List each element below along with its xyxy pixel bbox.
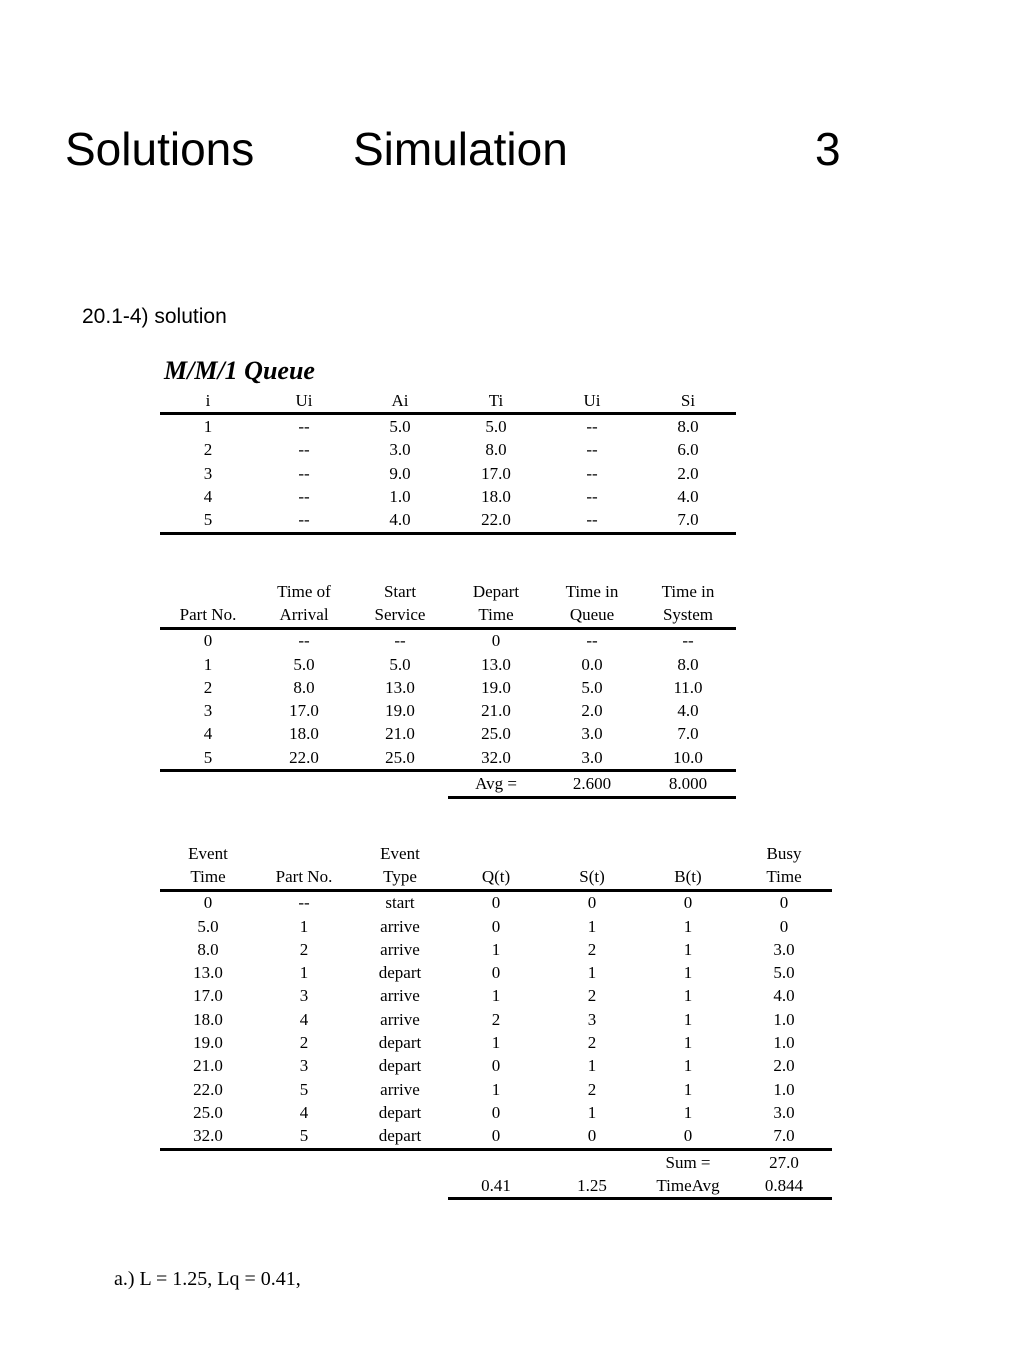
table-cell: 0 [491, 631, 501, 651]
table-cell: 7.0 [640, 508, 736, 533]
table-cell: 5.0 [581, 677, 603, 697]
table-cell: -- [394, 631, 406, 651]
table-cell: arrive [380, 986, 420, 1006]
table2-header-top-depart: Depart [472, 581, 520, 601]
table-cell: 1 [491, 1079, 501, 1099]
table-cell: 0 [491, 1056, 501, 1076]
table-cell: depart [378, 1102, 422, 1122]
table-cell: 4.0 [677, 486, 699, 506]
table-cell: -- [544, 508, 640, 533]
table-cell: 5 [160, 508, 256, 533]
table-cell: 0 [779, 893, 789, 913]
table2-header-top-part [160, 580, 256, 603]
header-left-title: Solutions [65, 123, 255, 175]
table-cell: 32.0 [448, 746, 544, 771]
table3-header-event-type: Type [352, 865, 448, 890]
table-cell: 3.0 [773, 939, 795, 959]
table-cell: 5 [256, 1125, 352, 1150]
table2-header-top-arrival: Time of [277, 581, 331, 601]
event-table [160, 842, 832, 1200]
sum-busy-time: 27.0 [769, 1152, 799, 1172]
table-cell: arrive [380, 1079, 420, 1099]
table-cell: 3 [587, 1009, 597, 1029]
table3-header-q: Q(t) [448, 865, 544, 890]
table-cell: 8.0 [197, 939, 219, 959]
table2-header-system: System [640, 603, 736, 628]
table-cell: 17.0 [289, 701, 319, 721]
table-cell: 0 [491, 893, 501, 913]
table-cell: 5 [299, 1079, 309, 1099]
table-cell: 13.0 [193, 963, 223, 983]
time-avg-label: TimeAvg [640, 1174, 736, 1199]
table-cell: 2 [587, 1033, 597, 1053]
table1-header-ti: Ti [448, 389, 544, 414]
table-cell: 1 [491, 939, 501, 959]
time-avg-q: 0.41 [448, 1174, 544, 1199]
table-cell: 25.0 [481, 724, 511, 744]
table-cell: 2 [203, 677, 213, 697]
table2-header-service: Service [352, 603, 448, 628]
table-cell: 0.0 [581, 654, 603, 674]
table-row [160, 414, 736, 439]
table3-header-top-event: Event [188, 843, 228, 863]
table2-header-part-no: Part No. [160, 603, 256, 628]
table-cell: arrive [380, 916, 420, 936]
table-cell: 19.0 [481, 677, 511, 697]
table-cell: 0 [491, 963, 501, 983]
table-cell: 2 [587, 939, 597, 959]
table2-header-top-system: Time in [661, 581, 715, 601]
table-cell: arrive [380, 939, 420, 959]
table-cell: -- [586, 463, 598, 483]
table-cell: 22.0 [256, 746, 352, 771]
table-row [160, 1031, 832, 1054]
table-row [160, 1055, 832, 1078]
table-cell: -- [682, 631, 694, 651]
table1-header-i: i [160, 389, 256, 414]
table-cell: 21.0 [385, 724, 415, 744]
sum-label: Sum = [665, 1152, 711, 1172]
table-cell: 21.0 [193, 1056, 223, 1076]
table-cell: 4 [203, 724, 213, 744]
table-cell: 9.0 [389, 463, 411, 483]
avg-time-in-system: 8.000 [640, 771, 736, 797]
table-row [160, 485, 736, 508]
table2-header-depart-time: Time [448, 603, 544, 628]
table-cell: 1 [683, 939, 693, 959]
header-center-title: Simulation [353, 123, 568, 175]
table3-header-top-q [448, 842, 544, 865]
table-cell: 17.0 [193, 986, 223, 1006]
table-cell: 3.0 [544, 746, 640, 771]
table-cell: 1 [491, 1033, 501, 1053]
table-cell: 18.0 [193, 1009, 223, 1029]
table-cell: 1 [587, 916, 597, 936]
table-row [160, 1101, 832, 1124]
table-cell: -- [586, 631, 598, 651]
table3-header-busy-time: Time [736, 865, 832, 890]
table-cell: 21.0 [481, 701, 511, 721]
table-cell: -- [256, 508, 352, 533]
table-cell: 17.0 [481, 463, 511, 483]
table-row [160, 1008, 832, 1031]
table-cell: arrive [380, 1009, 420, 1029]
table-cell: 0 [640, 1125, 736, 1150]
table-cell: 5.0 [389, 654, 411, 674]
table-cell: 1 [587, 1102, 597, 1122]
table-cell: start [385, 893, 415, 913]
table-cell: 4 [299, 1009, 309, 1029]
table-cell: 0 [544, 1125, 640, 1150]
table3-header-s: S(t) [544, 865, 640, 890]
table-cell: 1 [683, 1079, 693, 1099]
table-cell: 1 [683, 1009, 693, 1029]
table-row [160, 961, 832, 984]
table-cell: 11.0 [673, 677, 703, 697]
table-cell: 5.0 [293, 654, 315, 674]
table-cell: 1.0 [773, 1009, 795, 1029]
table-cell: 3 [299, 1056, 309, 1076]
table-cell: 1 [683, 916, 693, 936]
time-avg-busy: 0.844 [736, 1174, 832, 1199]
table-cell: 8.0 [677, 654, 699, 674]
table-cell: 32.0 [160, 1125, 256, 1150]
table-cell: -- [298, 486, 310, 506]
table-cell: -- [298, 440, 310, 460]
table-cell: 25.0 [193, 1102, 223, 1122]
table-row [160, 653, 736, 676]
table-cell: -- [586, 486, 598, 506]
table-cell: 3 [203, 701, 213, 721]
table-cell: 19.0 [193, 1033, 223, 1053]
table-cell: 0 [779, 916, 789, 936]
time-avg-s: 1.25 [544, 1174, 640, 1199]
table-cell: 4 [299, 1102, 309, 1122]
table-cell: 18.0 [481, 486, 511, 506]
table-cell: 5.0 [197, 916, 219, 936]
table-cell: 8.0 [677, 416, 699, 436]
table-cell: 5.0 [389, 416, 411, 436]
table-cell: 0 [491, 916, 501, 936]
table-cell: 2 [587, 1079, 597, 1099]
table-row [160, 508, 736, 533]
table-cell: 3.0 [581, 724, 603, 744]
table-row [160, 628, 736, 653]
table-cell: 0 [587, 893, 597, 913]
part-times-table [160, 580, 736, 799]
table-row [160, 676, 736, 699]
table-cell: 19.0 [385, 701, 415, 721]
avg-label: Avg = [448, 771, 544, 797]
table-cell: 1 [587, 1056, 597, 1076]
average-row [160, 771, 736, 797]
table-cell: 2 [491, 1009, 501, 1029]
table1-header-ui2: Ui [544, 389, 640, 414]
table-cell: depart [378, 1033, 422, 1053]
table-cell: 2 [203, 440, 213, 460]
table-cell: 0 [203, 631, 213, 651]
table-cell: 1 [683, 986, 693, 1006]
table-cell: 13.0 [385, 677, 415, 697]
table-cell: depart [352, 1125, 448, 1150]
page-header [0, 122, 1024, 182]
table-row [160, 1125, 832, 1150]
table-cell: depart [378, 1056, 422, 1076]
table-cell: 1 [203, 416, 213, 436]
table-cell: 7.0 [677, 724, 699, 744]
table-cell: 3.0 [389, 440, 411, 460]
table-cell: 2 [587, 986, 597, 1006]
table-cell: 0 [203, 893, 213, 913]
table3-header-event-time: Time [160, 865, 256, 890]
table-cell: 2 [299, 1033, 309, 1053]
table-cell: -- [298, 416, 310, 436]
table-cell: -- [298, 631, 310, 651]
table-cell: 13.0 [481, 654, 511, 674]
table-cell: 1.0 [773, 1033, 795, 1053]
table-row [160, 439, 736, 462]
table-row [160, 890, 832, 915]
table3-header-top-part [256, 842, 352, 865]
table-cell: 3 [203, 463, 213, 483]
table1-header-ai: Ai [352, 389, 448, 414]
table-cell: 4.0 [773, 986, 795, 1006]
table-cell: 1 [491, 986, 501, 1006]
table-cell: 1.0 [389, 486, 411, 506]
table-cell: 2.0 [677, 463, 699, 483]
table-cell: 5.0 [773, 963, 795, 983]
table-cell: 1 [683, 1056, 693, 1076]
queue-title: M/M/1 Queue [164, 356, 315, 385]
random-numbers-table [160, 389, 736, 535]
table-cell: 6.0 [677, 440, 699, 460]
table3-header-top-busy: Busy [766, 843, 802, 863]
table3-header-part-no: Part No. [256, 865, 352, 890]
table-cell: 0 [683, 893, 693, 913]
table-cell: 5.0 [485, 416, 507, 436]
table3-header-b: B(t) [640, 865, 736, 890]
table-cell: 8.0 [293, 677, 315, 697]
table-row [160, 462, 736, 485]
table-cell: 1 [587, 963, 597, 983]
table-cell: 3.0 [773, 1102, 795, 1122]
table-row [160, 985, 832, 1008]
table-cell: 3 [299, 986, 309, 1006]
table3-header-top-event-type: Event [380, 843, 420, 863]
table3-header-top-s [544, 842, 640, 865]
table-row [160, 746, 736, 771]
table-cell: 4.0 [677, 701, 699, 721]
table-cell: 18.0 [289, 724, 319, 744]
table-cell: 7.0 [736, 1125, 832, 1150]
table2-header-queue: Queue [544, 603, 640, 628]
table-cell: 1 [299, 963, 309, 983]
time-average-row [160, 1174, 832, 1199]
table-cell: -- [298, 463, 310, 483]
table-cell: 2.0 [581, 701, 603, 721]
table-row [160, 938, 832, 961]
table-cell: 4.0 [352, 508, 448, 533]
table-cell: depart [378, 963, 422, 983]
table-cell: -- [586, 416, 598, 436]
table-row [160, 699, 736, 722]
problem-label: 20.1-4) solution [82, 305, 227, 328]
table-cell: -- [586, 440, 598, 460]
table-row [160, 915, 832, 938]
table2-header-top-queue: Time in [565, 581, 619, 601]
table-cell: 1 [683, 1102, 693, 1122]
table3-header-top-b [640, 842, 736, 865]
table-cell: 2 [299, 939, 309, 959]
table-cell: -- [298, 893, 310, 913]
avg-time-in-queue: 2.600 [544, 771, 640, 797]
table-cell: 22.0 [193, 1079, 223, 1099]
table-cell: 1 [683, 963, 693, 983]
table-row [160, 1078, 832, 1101]
table-cell: 25.0 [352, 746, 448, 771]
table-cell: 1 [683, 1033, 693, 1053]
table-cell: 1 [299, 916, 309, 936]
table-cell: 10.0 [640, 746, 736, 771]
table-cell: 5 [160, 746, 256, 771]
table-cell: 0 [491, 1102, 501, 1122]
table-cell: 1 [203, 654, 213, 674]
page-number: 3 [815, 123, 841, 175]
table2-header-arrival: Arrival [256, 603, 352, 628]
table-cell: 22.0 [448, 508, 544, 533]
table-row [160, 723, 736, 746]
table-cell: 2.0 [773, 1056, 795, 1076]
table-cell: 4 [203, 486, 213, 506]
answer-text: a.) L = 1.25, Lq = 0.41, [114, 1268, 301, 1290]
table-cell: 0 [448, 1125, 544, 1150]
table-cell: 1.0 [773, 1079, 795, 1099]
table1-header-si: Si [640, 389, 736, 414]
table1-header-ui: Ui [256, 389, 352, 414]
table2-header-top-start: Start [383, 581, 417, 601]
table-cell: 8.0 [485, 440, 507, 460]
sum-row [160, 1149, 832, 1174]
